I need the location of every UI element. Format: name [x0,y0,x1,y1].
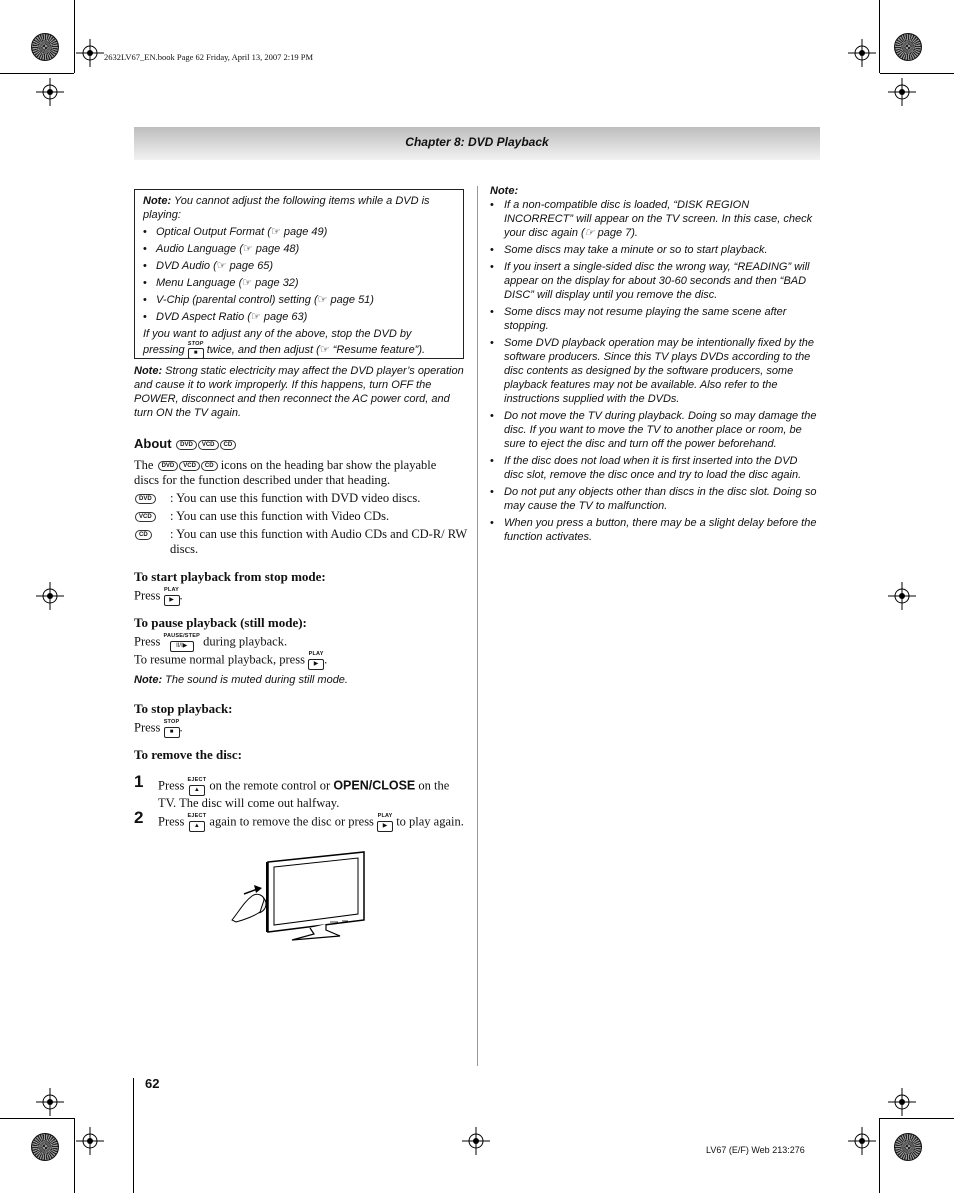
list-item: • If the disc does not load when it is first inserted into the DVD disc slot, remove the disc once and try to load the disc again. [490,454,820,482]
tv-disc-removal-illustration [230,850,368,942]
column-divider [477,186,478,1066]
page-ref-icon: ☞ [250,311,261,323]
crosshair-icon [76,1127,104,1155]
static-electricity-note: Note: Strong static electricity may affect the DVD player’s operation and cause it to work improperly. If this happens, turn OFF the POWER, disconnect and then reconnect the AC power cord, and turn ON the TV again. [134,365,464,419]
disc-type-row: VCD : You can use this function with Video CDs. [134,509,464,525]
list-item: • Some discs may not resume playing the same scene after stopping. [490,305,820,333]
remove-disc-heading: To remove the disc: [134,747,242,762]
note-intro: You cannot adjust the following items while a DVD is playing: [143,195,430,221]
crosshair-icon [848,1127,876,1155]
eject-button-icon: EJECT ▲ [188,813,207,832]
crosshair-icon [848,39,876,67]
page-ref-icon: ☞ [242,277,253,289]
cd-badge: CD [220,440,237,450]
crosshair-icon [36,78,64,106]
step-text: Press EJECT ▲ on the remote control or OPEN/CLOSE on the TV. The disc will come out halfway. [158,777,450,810]
color-rosette-icon [894,1133,922,1161]
page-ref-icon: ☞ [216,260,227,272]
step-text: Press EJECT ▲ again to remove the disc or press PLAY ▶ to play again. [158,813,464,832]
pause-playback-heading: To pause playback (still mode): [134,615,307,630]
cd-badge: CD [201,461,218,471]
stop-button-icon: STOP ■ [188,341,204,359]
dvd-badge: DVD [176,440,197,450]
dvd-badge: DVD [158,461,179,471]
list-item: • If you insert a single-sided disc the wrong way, “READING” will appear on the display for about 30-60 seconds and then “BAD DISC” will display until you remove the disc. [490,260,820,302]
crosshair-icon [76,39,104,67]
list-item: • V-Chip (parental control) setting (☞ page 51) [143,293,455,307]
about-paragraph: The DVD VCD CD icons on the heading bar show the playable discs for the function described under that heading. [134,458,437,487]
play-button-icon: PLAY ▶ [377,813,393,832]
page-ref-icon: ☞ [317,294,328,306]
pause-instruction: Press PAUSE/STEP II/I▶ during playback. [134,633,287,652]
vcd-badge: VCD [179,461,200,471]
list-item: • Menu Language (☞ page 32) [143,276,455,290]
note-outro: If you want to adjust any of the above, stop the DVD by pressing STOP ■ twice, and then adjust (☞ “Resume feature”). [143,327,455,359]
restricted-items-list [143,225,455,324]
resume-instruction: To resume normal playback, press PLAY ▶ . [134,651,327,670]
color-rosette-icon [31,1133,59,1161]
pause-step-button-icon: PAUSE/STEP II/I▶ [164,633,200,652]
crosshair-icon [462,1127,490,1155]
start-playback-instruction: Press PLAY ▶ . [134,587,183,606]
chapter-title: Chapter 8: DVD Playback [405,135,549,149]
play-button-icon: PLAY ▶ [164,587,180,606]
file-info: 2632LV67_EN.book Page 62 Friday, April 13, 2007 2:19 PM [104,52,314,62]
cd-badge: CD [135,530,152,540]
eject-button-icon: EJECT ▲ [188,777,207,796]
disc-type-row: DVD : You can use this function with DVD video discs. [134,491,464,507]
about-heading: About DVD VCD CD [134,436,236,451]
dvd-badge: DVD [135,494,156,504]
crosshair-icon [36,1088,64,1116]
crosshair-icon [36,582,64,610]
note-box [134,189,464,359]
step-number: 1 [134,772,144,791]
step-number: 2 [134,808,144,827]
start-playback-heading: To start playback from stop mode: [134,569,326,584]
page-number: 62 [145,1076,160,1091]
vcd-badge: VCD [198,440,219,450]
list-item: • Do not put any objects other than discs in the disc slot. Doing so may cause the TV to malfunction. [490,485,820,513]
still-mode-note: Note: The sound is muted during still mode. [134,674,348,686]
list-item: • Optical Output Format (☞ page 49) [143,225,455,239]
open-close-label: OPEN/CLOSE [333,778,416,793]
list-item: • When you press a button, there may be a slight delay before the function activates. [490,516,820,544]
list-item: • Some DVD playback operation may be intentionally fixed by the software producers. Since this TV plays DVDs according to the disc contents as designed by the software producers, some playback features may not be available. Also refer to the instructions supplied with the DVDs. [490,336,820,406]
color-rosette-icon [894,33,922,61]
list-item: • DVD Aspect Ratio (☞ page 63) [143,310,455,324]
right-note-list [490,198,820,547]
list-item: • Audio Language (☞ page 48) [143,242,455,256]
right-note-label: Note: [490,185,519,197]
crosshair-icon [888,582,916,610]
list-item: • Some discs may take a minute or so to start playback. [490,243,820,257]
play-button-icon: PLAY ▶ [308,651,324,670]
crosshair-icon [888,78,916,106]
chapter-header-bar [134,127,820,160]
list-item: • If a non-compatible disc is loaded, “DISK REGION INCORRECT” will appear on the TV screen. In this case, check your disc again (☞ page 7). [490,198,820,240]
footer-code: LV67 (E/F) Web 213:276 [706,1145,805,1155]
stop-button-icon: STOP ■ [164,719,180,738]
note-label: Note: [143,195,172,207]
stop-instruction: Press STOP ■ . [134,719,183,738]
color-rosette-icon [31,33,59,61]
crosshair-icon [888,1088,916,1116]
list-item: • DVD Audio (☞ page 65) [143,259,455,273]
page-ref-icon: ☞ [270,226,281,238]
page-ref-icon: ☞ [319,343,330,356]
stop-playback-heading: To stop playback: [134,701,233,716]
list-item: • Do not move the TV during playback. Doing so may damage the disc. If you want to move the TV to another place or room, be sure to eject the disc and turn off the power beforehand. [490,409,820,451]
vcd-badge: VCD [135,512,156,522]
page-number-rule [133,1078,134,1193]
disc-type-row: CD : You can use this function with Audio CDs and CD-R/ RW discs. [134,527,464,559]
page-ref-icon: ☞ [242,243,253,255]
